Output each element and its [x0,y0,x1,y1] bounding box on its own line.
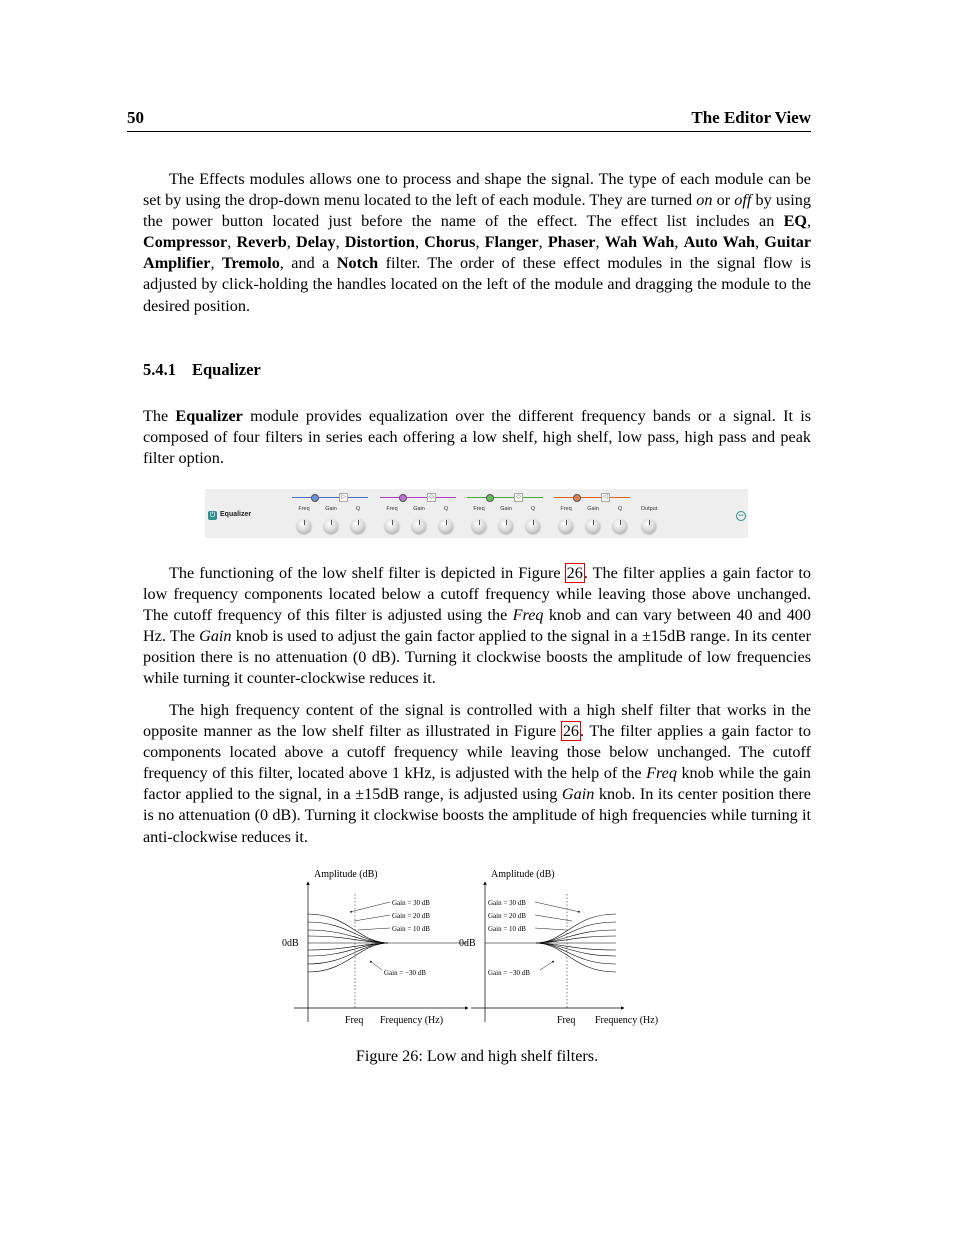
gain-label: Gain = 30 dB [488,899,526,907]
q-knob[interactable] [439,519,453,533]
output-knob[interactable] [642,519,656,533]
annotation-arrows [535,902,580,970]
q-knob[interactable] [526,519,540,533]
band-4-line [554,497,630,498]
figure-caption: Figure 26: Low and high shelf filters. [355,1047,599,1065]
knob-label: Gain [587,506,599,512]
high-shelf-paragraph: The high frequency content of the signal is controlled with a high shelf filter that works in the opposite manner as the low shelf filter as illustrated in Figure 26. The filter applies a gain factor to components located above a cutoff frequency while leaving those below unchanged. The cutoff frequency of this filter, located above 1 kHz, is adjusted with the help of the Freq knob while the gain factor applied to the signal, in a ±15dB range, is adjusted using Gain knob. In its center position there is no attenuation (0 dB). Turning it clockwise boosts the amplitude of high frequencies while turning it anti-clockwise reduces it. [143,701,811,846]
x-axis-label: Frequency (Hz) [595,1015,659,1026]
band-4-type-icon[interactable]: ◁ [601,493,610,502]
freq-label: Freq [345,1015,364,1026]
gain-label: Gain = 10 dB [488,925,526,933]
knob-label: Freq [298,506,310,512]
effects-paragraph: The Effects modules allows one to process and shape the signal. The type of each module can be set by using the drop-down menu located to the left of each module. They are turned on or off by using the power button located just before the name of the effect. The effect list includes an EQ, Compressor, Reverb, Delay, Distortion, Chorus, Flanger, Phaser, Wah Wah, Auto Wah, Guitar Amplifier, Tremolo, and a Notch filter. The order of these effect modules in the signal flow is adjusted by click-holding the handles located on the left of the module and dragging the module to the desired position. [143,170,812,315]
q-knob[interactable] [613,519,627,533]
band-3-node[interactable] [486,494,494,502]
equalizer-paragraph: The Equalizer module provides equalization over the different frequency bands or a signal. It is composed of four filters in series each offering a low shelf, high shelf, low pass, high pass and peak filter option. [143,407,812,468]
gain-label: Gain = −30 dB [384,969,426,977]
gain-label: Gain = 20 dB [392,912,430,920]
gain-label: Gain = 30 dB [392,899,430,907]
q-knob[interactable] [351,519,365,533]
knob-label: Q [355,506,361,512]
y-axis-label: Amplitude (dB) [491,869,555,880]
high-shelf-diagram [459,869,658,1026]
knob-label: Q [617,506,623,512]
low-shelf-paragraph: The functioning of the low shelf filter is depicted in Figure 26. The filter applies a gain factor to low frequency components located below a cutoff frequency while leaving those above unchanged. The cutoff frequency of this filter is adjusted using the Freq knob and can vary between 40 and 400 Hz. The Gain knob is used to adjust the gain factor applied to the signal in a ±15dB range. In its center position there is no attenuation (0 dB). Turning it clockwise boosts the amplitude of low frequencies while turning it counter-clockwise reduces it. [143,564,811,688]
more-options-icon[interactable]: ••• [736,511,746,521]
band-1-type-icon[interactable]: ▷ [339,493,348,502]
knob-label: Gain [413,506,425,512]
gain-knob[interactable] [586,519,600,533]
knob-label: Output [640,506,658,512]
low-shelf-diagram [282,869,468,1026]
band-2-type-icon[interactable]: ◇ [427,493,436,502]
band-2-node[interactable] [399,494,407,502]
page-header [127,108,811,132]
band-3-line [467,497,543,498]
knob-label: Q [530,506,536,512]
page-number: 50 [127,108,144,127]
shelf-filters-figure [278,864,678,1029]
band-1-node[interactable] [311,494,319,502]
gain-label: Gain = 10 dB [392,925,430,933]
band-4-node[interactable] [573,494,581,502]
gain-label: Gain = 20 dB [488,912,526,920]
freq-knob[interactable] [559,519,573,533]
zero-db-label: 0dB [282,938,299,949]
figure-reference-link[interactable]: 26 [562,722,579,741]
running-title: The Editor View [691,108,811,127]
module-name: Equalizer [220,511,252,518]
section-heading [143,360,261,380]
gain-knob[interactable] [499,519,513,533]
freq-knob[interactable] [297,519,311,533]
gain-label: Gain = −30 dB [488,969,530,977]
knob-label: Gain [500,506,512,512]
annotation-arrows [350,902,390,970]
power-icon[interactable]: ⏻ [209,512,216,519]
knob-label: Freq [386,506,398,512]
freq-knob[interactable] [472,519,486,533]
gain-knob[interactable] [324,519,338,533]
zero-db-label: 0dB [459,938,476,949]
freq-label: Freq [557,1015,576,1026]
y-axis-label: Amplitude (dB) [314,869,378,880]
equalizer-module [205,489,748,538]
freq-knob[interactable] [385,519,399,533]
knob-label: Freq [473,506,485,512]
section-number: 5.4.1 [143,360,176,379]
x-axis-label: Frequency (Hz) [380,1015,444,1026]
gain-knob[interactable] [412,519,426,533]
knob-label: Gain [325,506,337,512]
band-3-type-icon[interactable]: ◇ [514,493,523,502]
figure-reference-link[interactable]: 26 [566,564,583,582]
knob-label: Freq [560,506,572,512]
knob-label: Q [443,506,449,512]
section-title: Equalizer [192,360,261,379]
band-1-line [292,497,368,498]
band-2-line [380,497,456,498]
